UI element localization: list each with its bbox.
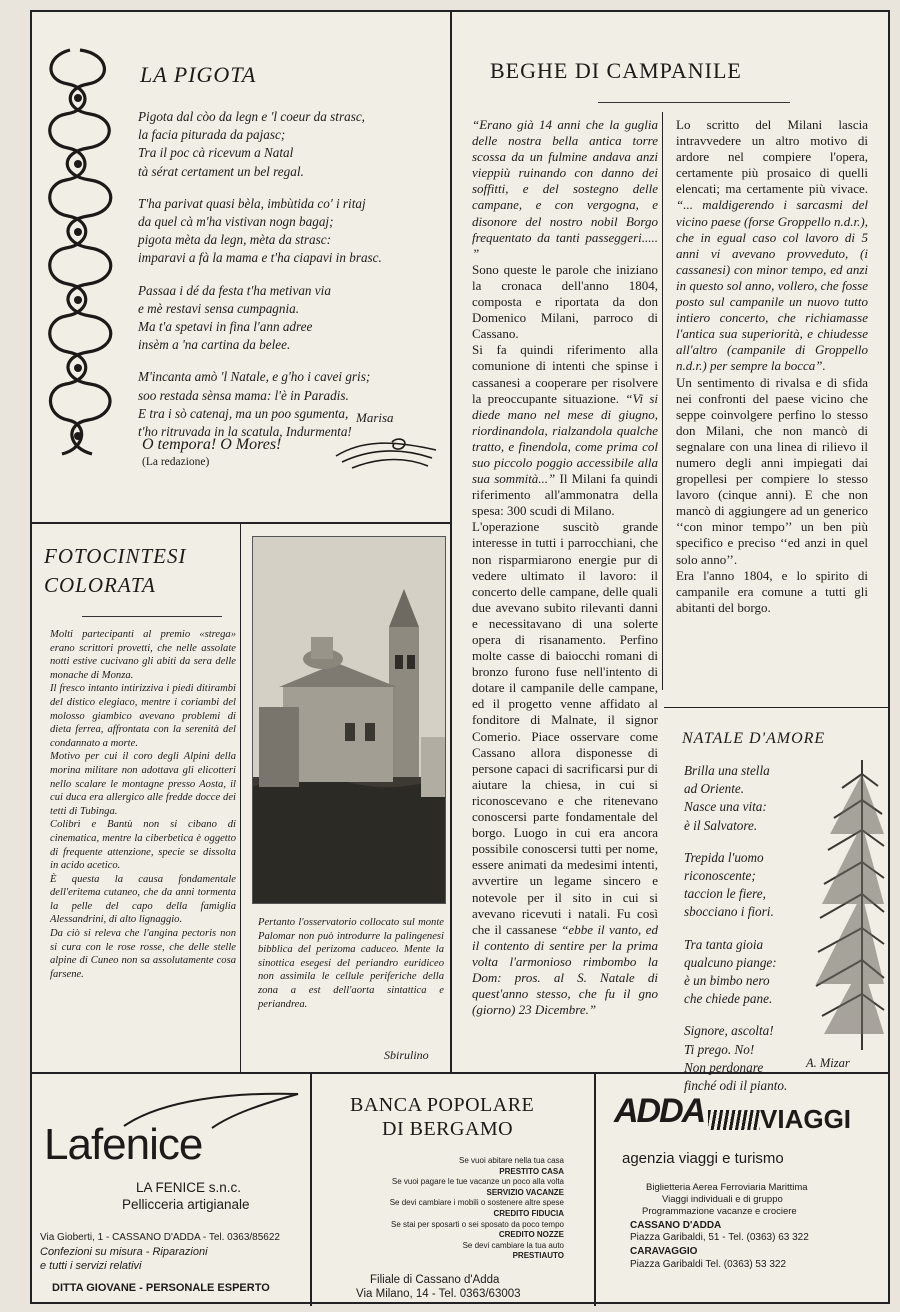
title-line: COLORATA xyxy=(44,573,156,597)
adda-line: Viaggi individuali e di gruppo xyxy=(662,1194,783,1205)
ad-adda-viaggi xyxy=(596,1074,890,1306)
fenice-footer: DITTA GIOVANE - PERSONALE ESPERTO xyxy=(52,1282,270,1294)
poem-line: imparavi a fà la mama e t'ha ciapavi in brasc. xyxy=(138,250,382,266)
poem-line: Nasce una vita: xyxy=(684,799,767,815)
poem-line: finché odi il pianto. xyxy=(684,1078,788,1094)
ad-la-fenice xyxy=(32,1074,310,1306)
adda-address: Piazza Garibaldi Tel. (0363) 53 322 xyxy=(630,1259,787,1270)
banca-branch: Filiale di Cassano d'Adda xyxy=(370,1274,500,1286)
poem-line: Non perdonare xyxy=(684,1059,764,1075)
banca-name: DI BERGAMO xyxy=(382,1118,514,1140)
poem-line: ad Oriente. xyxy=(684,781,745,797)
divider-left xyxy=(32,522,452,524)
beghe-paragraph xyxy=(472,519,658,1018)
poem-line: la facia piturada da pajasc; xyxy=(138,127,286,143)
fotocintesi-paragraph: Molti partecipanti al premio «strega» erano scrittori provetti, che nelle assolate notti estive cucivano gli abiti da sera delle monache di Monza. xyxy=(50,629,236,681)
motto: O tempora! O Mores! xyxy=(142,436,282,453)
banca-service-name: SERVIZIO VACANZE xyxy=(486,1187,564,1197)
fenice-services: Confezioni su misura - Riparazioni xyxy=(40,1246,208,1258)
quote-run: “Vi si diede mano nel mese di giugno, riordinandola, rialzandola qualche tratto, e finendola, come prima col suo piccolo poggio accessibile alla sua sommità...” xyxy=(472,390,658,487)
pigota-poem xyxy=(138,108,448,441)
poem-line: che chiede pane. xyxy=(684,991,773,1007)
poem-line: da quel cà m'ha vistivan nogn bagaj; xyxy=(138,214,334,230)
fotocintesi-paragraph: Il fresco intanto intirizziva i piedi ditirambi del distico elegiaco, mentre i coriambi del molosso giambico avevano problemi di dieta ferrea, affrontata con la serenità del condannato a morte. xyxy=(50,683,236,749)
poem-line: Ti prego. No! xyxy=(684,1041,755,1057)
banca-service-name: CREDITO FIDUCIA xyxy=(493,1208,564,1218)
ad-banca-popolare xyxy=(312,1074,594,1306)
pigota-author: Marisa xyxy=(356,410,394,425)
fotocintesi-divider xyxy=(240,524,241,1072)
text-run: Si fa quindi riferimento alla comunione di intenti che spinse i cassanesi a cooperare per risolvere la preoccupante situazione. xyxy=(472,342,658,406)
beghe-paragraph: Sono queste le parole che iniziano la cronaca dell'anno 1804, composta e riportata da don Domenico Milani, parroco di Cassano. xyxy=(472,261,658,342)
poem-line: è il Salvatore. xyxy=(684,817,758,833)
banca-service-desc: Se devi cambiare la tua auto xyxy=(462,1240,564,1250)
beghe-quote: “Erano già 14 anni che la guglia delle nostra bella antica torre scossa da un fulmine andava anzi vieppiù ruinando con danno dei soffitti, e del sostegno delle campane, e con vergogna, e disonore del nostro nobil Borgo frequentato da tanti passeggeri..... ” xyxy=(472,117,658,261)
banca-service-desc: Se vuoi pagare le tue vacanze un poco alla volta xyxy=(391,1177,564,1187)
beghe-column-2 xyxy=(676,117,868,616)
pigota-stanza-2 xyxy=(138,195,448,268)
fenice-tagline: Pellicceria artigianale xyxy=(122,1197,250,1212)
banca-service-name: PRESTITO CASA xyxy=(499,1166,564,1176)
natale-title: NATALE D'AMORE xyxy=(682,730,826,747)
pigota-title: LA PIGOTA xyxy=(140,62,257,87)
adda-address: Piazza Garibaldi, 51 - Tel. (0363) 63 322 xyxy=(630,1232,809,1243)
text-run: Lo scritto del Milani lascia intravvedere un altro motivo di ardore nel compiere l'opera, certamente più prosaico di quelli elencati; ma certamente più vivace. xyxy=(676,117,868,197)
adda-tagline: agenzia viaggi e turismo xyxy=(622,1150,784,1167)
banca-services xyxy=(324,1156,564,1262)
fotocintesi-author: Sbirulino xyxy=(384,1048,429,1062)
poem-line: è un bimbo nero xyxy=(684,973,770,989)
banca-service-desc: Se stai per sposarti o sei sposato da poco tempo xyxy=(391,1219,564,1229)
fotocintesi-paragraph: Da ciò si releva che l'angina pectoris non si cura con le rose rosse, che delle stelle alpine di Cuneo non sa assolutamente cosa farsene. xyxy=(50,928,236,980)
poem-line: M'incanta amò 'l Natale, e g'ho i cavei gris; xyxy=(138,369,371,385)
poem-line: Ma t'a spetavi in fina l'ann adree xyxy=(138,319,313,335)
fotocintesi-paragraph: È questa la causa fondamentale dell'eritema cutaneo, che da anni tormenta la pelle del capo della famiglia Alessandrini, di alto lignaggio. xyxy=(50,873,236,926)
divider-natale xyxy=(664,707,890,708)
banca-service-name: CREDITO NOZZE xyxy=(498,1230,564,1240)
fotocintesi-paragraph: Colibrì e Bantù non si cibano di cinematica, mentre la ciberbetica è oggetto di frequente attenzione, specie se dissolta in acido acetico. xyxy=(50,819,236,872)
poem-line: e mè restavi sensa cumpagnia. xyxy=(138,300,300,316)
poem-line: Passaa i dé da festa t'ha metivan via xyxy=(138,282,331,298)
text-run: L'operazione suscitò grande interesse in tutti i parrocchiani, che non risparmiarono energie pur di vedere ultimato il lavoro: il concerto delle campane, delle quali due avevano subito rilevanti danni e necessitavano di una solerte opera di risanamento. Perfino molte casse di baiocchi romani di bronzo furono fuse nell'intento di dotare il campanile delle campane, ed il progetto venne affidato al fonditore di Malnate, il signor Comerio. Piace osservare come Cassano allora disponesse di persone capaci di sacrificarsi pur di aiutare la chiesa, in cui si riconoscevano e che ritenevano conoscersi parte fondamentale del borgo. Luogo in cui era ancora possibile conoscersi tutti per nome, essere animati da medesimi intenti, avvertire un legame sincero e notevole per il sito in cui si avevano ricevuti i natali. Fu così che il cassanese xyxy=(472,519,658,937)
adda-logo: VIAGGI xyxy=(760,1104,852,1134)
fenice-address: Via Gioberti, 1 - CASSANO D'ADDA - Tel. 0363/85622 xyxy=(40,1232,280,1243)
divider-beghe-columns xyxy=(662,112,663,690)
poem-line: taccion le fiere, xyxy=(684,886,766,902)
beghe-title: BEGHE DI CAMPANILE xyxy=(490,58,742,83)
caption-text: Pertanto l'osservatorio collocato sul monte Palomar non può introdurre la palingenesi bibblica del perizoma caduceo. Mente la sinottica esegesi del periandro euridiceo non assimila le cellule periferiche della zona a est dell'aorta sintattica e periandrea. xyxy=(258,917,444,1010)
fotocintesi-title xyxy=(44,542,186,600)
fenice-logo: Lafenice xyxy=(44,1120,203,1169)
church-photo xyxy=(252,536,446,904)
poem-line: pigota mèta da legn, mèta da strasc: xyxy=(138,232,332,248)
quote-run: “ebbe il vanto, ed il contento di sentire per la prima volta l'armonioso rimbombo la Dom: pros. al S. Natale di quest'anno stesso, che fu il gno (giorno) 23 Dicembre.” xyxy=(472,921,658,1018)
fenice-services: e tutti i servizi relativi xyxy=(40,1260,142,1272)
natale-author: A. Mizar xyxy=(806,1056,850,1070)
column-divider-main xyxy=(450,12,452,1072)
poem-line: E tra i sò catenaj, ma un poo sgumenta, xyxy=(138,405,349,421)
poem-line: Trepida l'uomo xyxy=(684,849,764,865)
poem-line: t'ho ritruvada in la scatula, Indurmenta! xyxy=(138,424,352,440)
adda-line: Biglietteria Aerea Ferroviaria Marittima xyxy=(646,1182,808,1193)
adda-line: Programmazione vacanze e crociere xyxy=(642,1206,797,1217)
adda-logo: ADDA xyxy=(614,1092,705,1130)
banca-service-name: PRESTIAUTO xyxy=(512,1251,564,1261)
title-line: FOTOCINTESI xyxy=(44,544,187,568)
scroll-ornament-icon xyxy=(40,44,126,464)
poem-line: sbocciano i fiori. xyxy=(684,904,774,920)
beghe-paragraph xyxy=(472,342,658,519)
title-underline xyxy=(82,616,222,617)
beghe-paragraph: Un sentimento di rivalsa e di sfida nei confronti del paese vicino che seppe coinvolgere perfino lo stesso don Milani, che non mancò di segnalare con una linea di rilievo il numero degli anni impiegati dai gropellesi per compiere lo stesso lavoro (cinque anni). E che non mancò di aggiungere ad un generico ‘‘con minor tempo’’ un ben più specifico e preciso ‘‘ed anzi in quel solo anno’’. xyxy=(676,374,868,567)
fotocintesi-paragraph: Motivo per cui il coro degli Alpini della morina militare non adottava gli elicotteri nello scalare le montagne presso Aosta, il cui duca era allergico alle fredde docce dei tetti di Tubinga. xyxy=(50,751,236,817)
motto-note: (La redazione) xyxy=(142,456,210,468)
fenice-company: LA FENICE s.n.c. xyxy=(136,1180,242,1195)
poem-line: riconoscente; xyxy=(684,868,756,884)
pigota-stanza-3 xyxy=(138,282,448,355)
fotocintesi-body xyxy=(50,628,236,981)
beghe-paragraph: Era l'anno 1804, e lo spirito di campanile era comune a tutti gli abitanti del borgo. xyxy=(676,567,868,615)
poem-line: Pigota dal còo da legn e 'l coeur da strasc, xyxy=(138,109,365,124)
title-underline xyxy=(598,102,790,103)
poem-line: Brilla una stella xyxy=(684,763,770,778)
beghe-column-1 xyxy=(472,117,658,1018)
poem-line: Tra il poc cà ricevum a Natal xyxy=(138,145,294,161)
poem-line: tà sérat certament un bel regal. xyxy=(138,163,304,179)
poem-line: insèm a 'na cartina da belee. xyxy=(138,337,291,353)
flourish-icon xyxy=(332,436,442,477)
banca-service-desc: Se vuoi abitare nella tua casa xyxy=(459,1156,564,1165)
beghe-paragraph xyxy=(676,117,868,375)
pine-tree-icon xyxy=(812,754,886,1059)
poem-line: Tra tanta gioia xyxy=(684,936,764,952)
banca-service-desc: Se devi cambiare i mobili o sostenere altre spese xyxy=(389,1198,564,1208)
text-run: Il Milani fa quindi riferimento all'ammonatra della spesa: 300 scudi di Milano. xyxy=(472,471,658,519)
adda-stripes-icon xyxy=(708,1110,760,1130)
poem-line: soo restada sènsa mama: l'è in Paradis. xyxy=(138,387,349,403)
banca-branch-address: Via Milano, 14 - Tel. 0363/63003 xyxy=(356,1288,521,1300)
quote-run: “... maldigerendo i sarcasmi del vicino paese (forse Groppello n.d.r.), che in egual caso col lavoro di 5 anni vi avevano provveduto, (i cassanesi) con minor tempo, ed anzi in questo sol anno, vollero, che fosse posto sul campanile un nuovo tutto intiero concerto, che richiamasse l'antica sua superiorità, e chiudesse all'altro (campanile di Groppello n.d.r.) per sempre la bocca”. xyxy=(676,197,868,374)
poem-line: T'ha parivat quasi bèla, imbùtida co' i ritaj xyxy=(138,195,366,211)
banca-name: BANCA POPOLARE xyxy=(350,1094,535,1116)
poem-line: qualcuno piange: xyxy=(684,954,777,970)
adda-city: CARAVAGGIO xyxy=(630,1246,698,1257)
pigota-stanza-1 xyxy=(138,108,448,181)
fotocintesi-caption xyxy=(258,916,444,1011)
page-sheet xyxy=(30,10,890,1304)
adda-city: CASSANO D'ADDA xyxy=(630,1220,722,1231)
pigota-stanza-4 xyxy=(138,368,448,441)
poem-line: Signore, ascolta! xyxy=(684,1023,774,1039)
